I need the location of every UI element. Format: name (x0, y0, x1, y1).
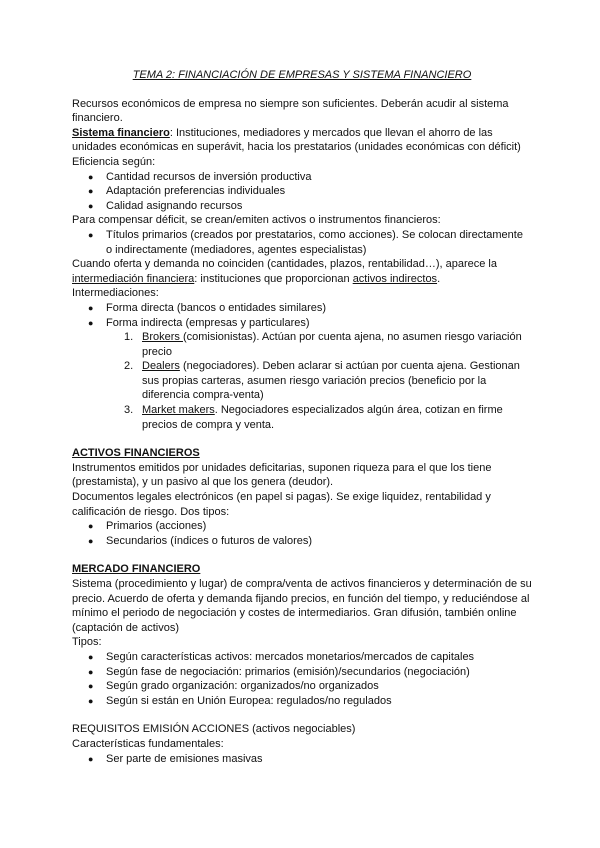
tipos-label: Tipos: (72, 636, 102, 649)
activos-p2: Documentos legales electrónicos (en papel si pagas). Se exige liquidez, rentabilidad y calificación de riesgo. Dos tipos: (72, 491, 491, 518)
activos-p1: Instrumentos emitidos por unidades deficitarias, suponen riqueza para el que los tiene (prestamista), y un pasivo al que los genera (deudor). (72, 461, 492, 489)
eficiencia-list (72, 170, 532, 214)
activos-heading: ACTIVOS FINANCIEROS (72, 447, 200, 460)
sistema-definition (72, 126, 532, 155)
activos-indirectos-term: activos indirectos (352, 272, 438, 285)
intermediaciones-label: Intermediaciones: (72, 287, 159, 300)
mercado-p1: Sistema (procedimiento y lugar) de compra/venta de activos financieros y determinación de su precio. Acuerdo de oferta y demanda fijando precios, en función del tiempo, y reduciéndose al mínimo el periodo de negociación y costes de intermediarios. Gran difusión, también online (captación de activos) (72, 578, 532, 634)
sistema-term: Sistema financiero (72, 126, 170, 139)
requisitos-heading: REQUISITOS EMISIÓN ACCIONES (activos negociables) (72, 723, 356, 736)
intermediario-item: 3. Market makers. Negociadores especializados algún área, cotizan en firme precios de compra y venta. (124, 404, 503, 431)
intermediaciones-list (72, 301, 532, 330)
intermediario-item: 2. Dealers (negociadores). Deben aclarar si actúan por cuenta ajena. Gestionan sus propias carteras, asumen riesgo variación precios (beneficio por la diferencia compra-venta) (124, 360, 520, 402)
list-item: ● Forma indirecta (empresas y particulares) (106, 316, 532, 331)
mercado-heading: MERCADO FINANCIERO (72, 563, 201, 576)
intro-paragraph: Recursos económicos de empresa no siempre son suficientes. Deberán acudir al sistema financiero. (72, 97, 509, 125)
compensar-list (72, 228, 532, 257)
dealers-term: Dealers (142, 360, 180, 373)
document-page (72, 68, 532, 766)
list-item: ● Según si están en Unión Europea: regulados/no regulados (106, 694, 532, 709)
list-item: ● Adaptación preferencias individuales (106, 184, 532, 199)
sistema-def: : Instituciones, mediadores y mercados que llevan el ahorro de las unidades económicas en superávit, hacia los prestatarios (unidades económicas con déficit) (72, 126, 521, 154)
caracteristicas-label: Características fundamentales: (72, 737, 224, 750)
cuando-paragraph: Cuando oferta y demanda no coinciden (cantidades, plazos, rentabilidad…), aparece la intermediación financiera: instituciones que proporcionan activos indirectos. (72, 258, 497, 285)
list-item: ● Títulos primarios (creados por prestatarios, como acciones). Se colocan directamente o indirectamente (mediadores, agentes especialistas) (106, 228, 532, 257)
list-item: ● Forma directa (bancos o entidades similares) (106, 301, 532, 316)
list-item: ● Cantidad recursos de inversión productiva (106, 170, 532, 185)
list-item: ● Según características activos: mercados monetarios/mercados de capitales (106, 650, 532, 665)
list-item: ● Según grado organización: organizados/no organizados (106, 679, 532, 694)
list-item: ● Secundarios (índices o futuros de valores) (106, 534, 532, 549)
activos-list (72, 519, 532, 548)
intermediario-item: 1. Brokers (comisionistas). Actúan por cuenta ajena, no asumen riesgo variación precio (124, 331, 522, 358)
market-makers-term: Market makers (142, 404, 215, 417)
list-item: ● Primarios (acciones) (106, 519, 532, 534)
document-title: TEMA 2: FINANCIACIÓN DE EMPRESAS Y SISTEMA FINANCIERO (132, 69, 472, 81)
intermediarios-list (72, 330, 532, 432)
list-item: ● Según fase de negociación: primarios (emisión)/secundarios (negociación) (106, 665, 532, 680)
mercado-list (72, 650, 532, 708)
intermediacion-term: intermediación financiera (72, 272, 195, 285)
list-item: ● Calidad asignando recursos (106, 199, 532, 214)
list-item: ● Ser parte de emisiones masivas (106, 752, 532, 767)
eficiencia-label: Eficiencia según: (72, 155, 156, 168)
requisitos-list (72, 752, 532, 767)
compensar-paragraph: Para compensar déficit, se crean/emiten activos o instrumentos financieros: (72, 214, 441, 227)
brokers-term: Brokers (142, 331, 183, 344)
